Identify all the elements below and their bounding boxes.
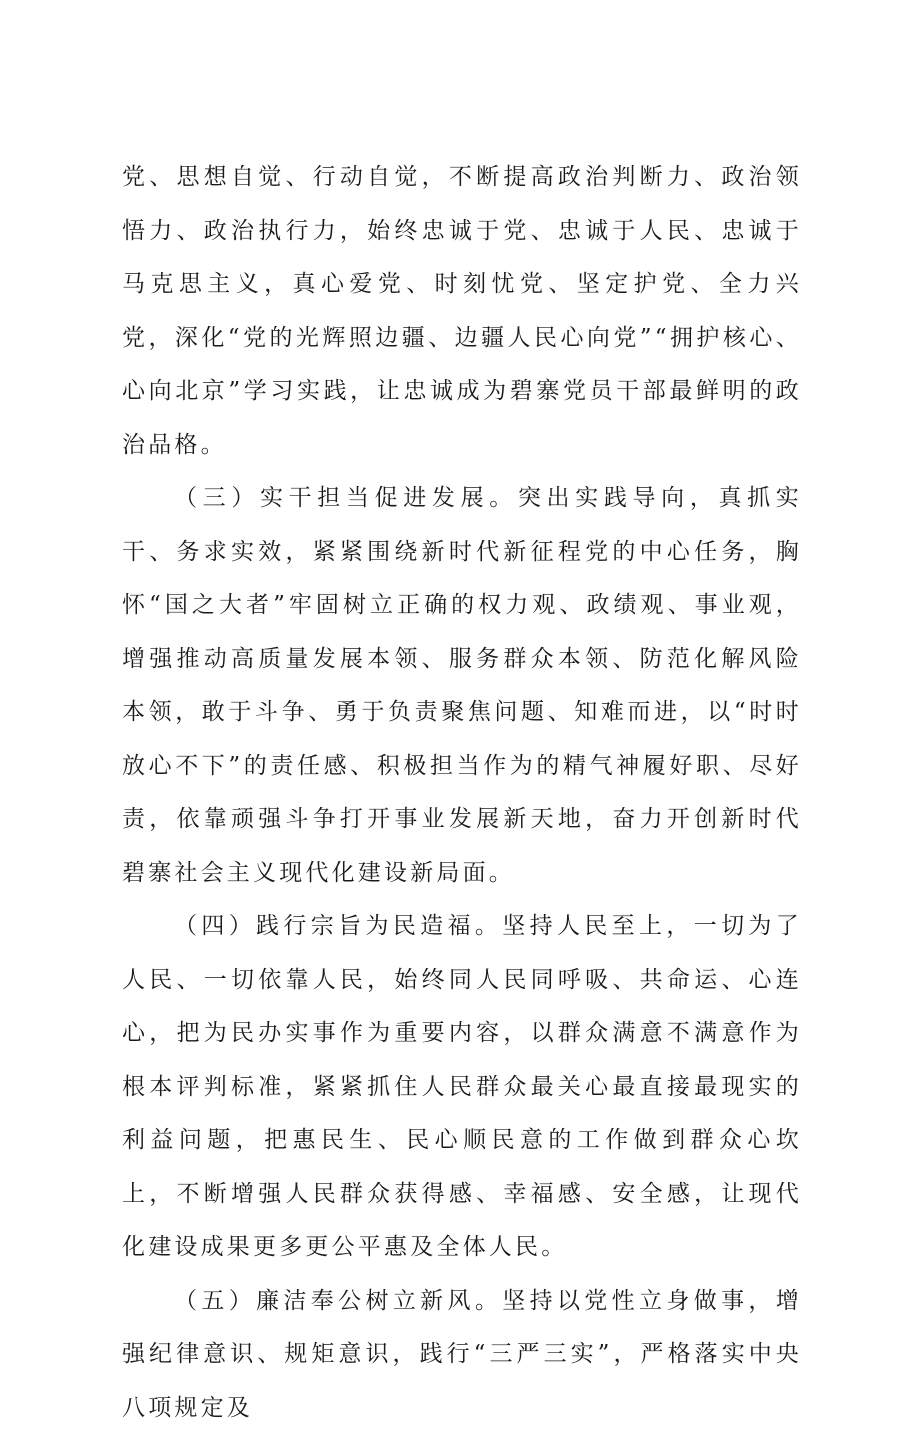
paragraph-section-3: （三）实干担当促进发展。突出实践导向，真抓实干、务求实效，紧紧围绕新时代新征程党的中心任务，胸怀“国之大者”牢固树立正确的权力观、政绩观、事业观，增强推动高质量发展本领、服务群众本领、防范化解风险本领，敢于斗争、勇于负责聚焦问题、知难而进，以“时时放心不下”的责任感、积极担当作为的精气神履好职、尽好责，依靠顽强斗争打开事业发展新天地，奋力开创新时代碧寨社会主义现代化建设新局面。 (122, 472, 802, 900)
paragraph-continuation: 党、思想自觉、行动自觉，不断提高政治判断力、政治领悟力、政治执行力，始终忠诚于党、忠诚于人民、忠诚于马克思主义，真心爱党、时刻忧党、坚定护党、全力兴党，深化“党的光辉照边疆、边疆人民心向党”“拥护核心、心向北京”学习实践，让忠诚成为碧寨党员干部最鲜明的政治品格。 (122, 151, 802, 472)
paragraph-section-5: （五）廉洁奉公树立新风。坚持以党性立身做事，增强纪律意识、规矩意识，践行“三严三实”，严格落实中央八项规定及 (122, 1275, 802, 1435)
document-body (122, 151, 802, 1435)
paragraph-section-4: （四）践行宗旨为民造福。坚持人民至上，一切为了人民、一切依靠人民，始终同人民同呼吸、共命运、心连心，把为民办实事作为重要内容，以群众满意不满意作为根本评判标准，紧紧抓住人民群众最关心最直接最现实的利益问题，把惠民生、民心顺民意的工作做到群众心坎上，不断增强人民群众获得感、幸福感、安全感，让现代化建设成果更多更公平惠及全体人民。 (122, 900, 802, 1275)
